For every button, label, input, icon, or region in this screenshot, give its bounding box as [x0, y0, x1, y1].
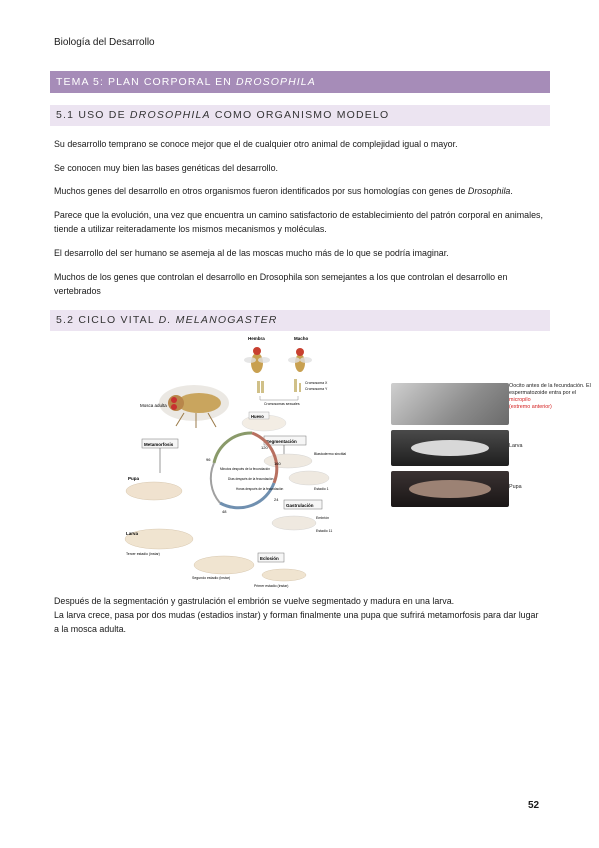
- running-header: Biología del Desarrollo: [54, 37, 155, 48]
- paragraph-text: Muchos genes del desarrollo en otros organismos fueron identificados por sus homologías con genes de: [54, 186, 468, 196]
- paragraph: La larva crece, pasa por dos mudas (estadios instar) y forman finalmente una pupa que sufrirá metamorfosis para dar lugar a la mosca adulta.: [54, 610, 539, 634]
- chapter-heading-italic: DROSOPHILA: [236, 76, 316, 88]
- tick-120: 120: [261, 445, 268, 450]
- larva-second-icon: [194, 556, 254, 574]
- label-mosca-adulta: Mosca adulta: [140, 403, 167, 408]
- caption-larva: Larva: [509, 443, 523, 449]
- caption-pupa: Pupa: [509, 484, 522, 490]
- section-5-1-suffix: COMO ORGANISMO MODELO: [210, 109, 390, 121]
- label-larva: Larva: [126, 531, 139, 536]
- page-number: 52: [528, 800, 540, 811]
- label-estadio-1: Estadio 1: [314, 487, 329, 491]
- tick-96: 96: [206, 457, 211, 462]
- chromosome-x-female: [257, 381, 260, 393]
- section-5-1-italic: DROSOPHILA: [129, 109, 211, 121]
- label-segundo-estadio: Segundo estadio (instar): [192, 576, 231, 580]
- chromosome-x-male: [294, 379, 297, 392]
- paragraph: Se conocen muy bien las bases genéticas del desarrollo.: [54, 163, 278, 173]
- embryo-icon: [272, 516, 316, 530]
- caption-extremo: (extremo anterior): [509, 404, 552, 410]
- pupa-photo: [391, 471, 509, 507]
- section-5-2-prefix: 5.2 CICLO VITAL: [56, 314, 159, 326]
- paragraph: Muchos de los genes que controlan el desarrollo en Drosophila son semejantes a los que controlan el desarrollo en vertebrados: [54, 272, 508, 296]
- label-horas: Horas después de la fecundación: [236, 487, 284, 491]
- section-heading-5-2: [50, 310, 550, 331]
- label-cromosoma-x: Cromosoma X: [305, 381, 328, 385]
- label-embrion: Embrión: [316, 516, 330, 520]
- section-5-2-italic: D. MELANOGASTER: [158, 314, 278, 326]
- caption-oocyte: [509, 383, 599, 411]
- tick-48: 48: [222, 509, 227, 514]
- label-hembra: Hembra: [248, 336, 265, 341]
- tick-24: 24: [274, 497, 279, 502]
- label-cromosoma-y: Cromosoma Y: [305, 387, 328, 391]
- label-cromosomas-sexuales: Cromosomas sexuales: [264, 402, 300, 406]
- section-heading-5-1: [50, 105, 550, 126]
- label-gastrulacion: Gastrulación: [286, 503, 314, 508]
- chromosome-y-male: [299, 383, 301, 392]
- paragraph-italic: Drosophila: [467, 186, 511, 196]
- label-primer-estadio: Primer estadio (instar): [254, 584, 289, 588]
- label-macho: Macho: [294, 336, 309, 341]
- micrograph-figure: [391, 383, 591, 511]
- paragraph: Su desarrollo temprano se conoce mejor que el de cualquier otro animal de complejidad igual o mayor.: [54, 139, 458, 149]
- pupa-icon: [126, 482, 182, 500]
- label-estadio-11: Estadio 11: [316, 529, 333, 533]
- label-tercer-estadio: Tercer estadio (instar): [126, 552, 160, 556]
- tick-160: 160: [274, 461, 281, 466]
- larva-photo: [391, 430, 509, 466]
- oocyte-photo: [391, 383, 509, 425]
- paragraph: El desarrollo del ser humano se asemeja al de las moscas mucho más de lo que se podría imaginar.: [54, 248, 449, 258]
- life-cycle-diagram: [124, 333, 359, 590]
- chromosome-x-female-2: [261, 381, 264, 393]
- label-dias: Días después de la fecundación: [228, 477, 274, 481]
- label-segmentacion: Segmentación: [266, 439, 297, 444]
- paragraph: Parece que la evolución, una vez que encuentra un camino satisfactorio de establecimiento del patrón corporal en animales, tiende a utilizar reiteradamente los mismos mecanismos y moléculas.: [54, 210, 543, 234]
- chapter-heading-text: TEMA 5: PLAN CORPORAL EN: [56, 76, 236, 88]
- caption-oocyte-text: Oocito antes de la fecundación. El espermatozoide entra por el: [509, 383, 591, 396]
- label-blastodermo: Blastodermo sincitial: [314, 452, 347, 456]
- label-pupa: Pupa: [128, 476, 140, 481]
- section-5-1-prefix: 5.1 USO DE: [56, 109, 130, 121]
- caption-micropilo: micropilo: [509, 397, 531, 403]
- label-metamorfosis: Metamorfosis: [144, 442, 174, 447]
- chapter-heading: [50, 71, 550, 93]
- blastoderm-icon: [264, 454, 312, 468]
- life-cycle-figure: [124, 333, 359, 590]
- larva-first-icon: [262, 569, 306, 581]
- label-eclosion: Eclosión: [260, 556, 279, 561]
- paragraph: Muchos genes del desarrollo en otros organismos fueron identificados por sus homologías con genes de Drosophila.: [54, 186, 513, 196]
- label-minutos: Minutos después de la fecundación: [220, 467, 270, 471]
- paragraph: Después de la segmentación y gastrulación el embrión se vuelve segmentado y madura en una larva.: [54, 596, 455, 606]
- label-huevo: Huevo: [251, 414, 264, 419]
